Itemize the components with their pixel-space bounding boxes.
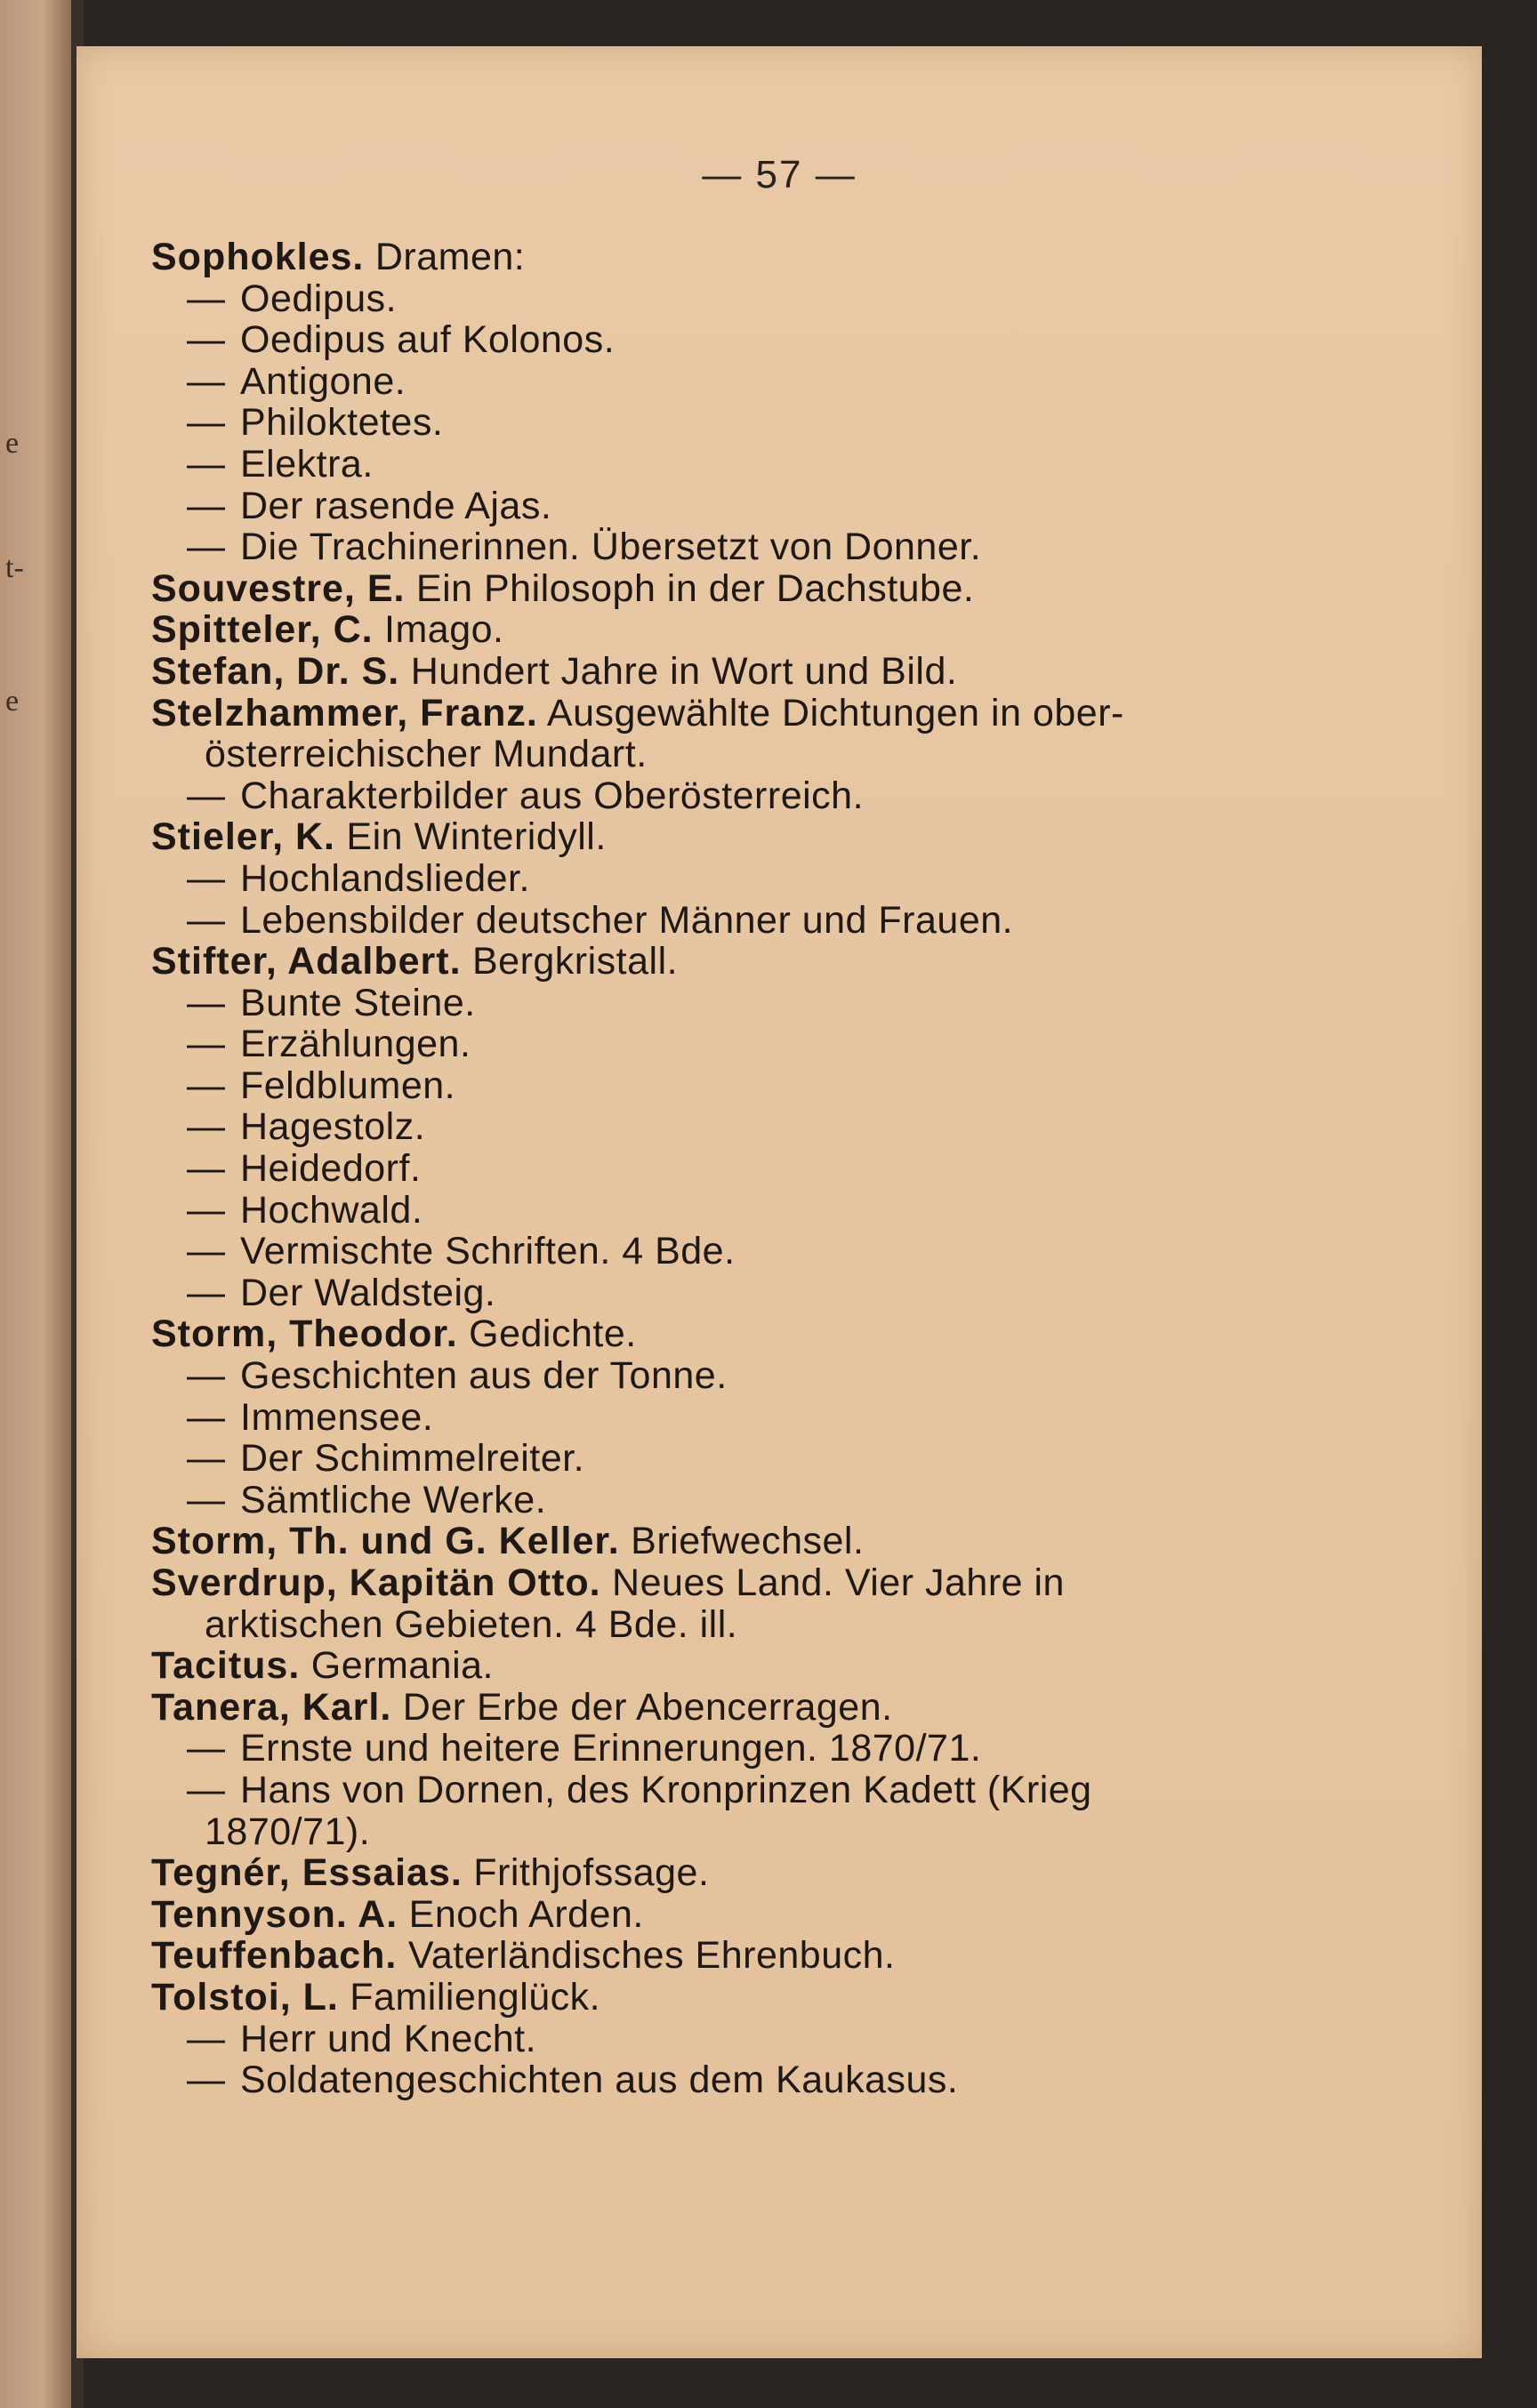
catalog-line: [151, 1397, 1396, 1439]
book-page: [76, 46, 1482, 2358]
ditto-dash: —: [187, 2059, 226, 2102]
catalog-line: [151, 1023, 1396, 1065]
work-title: Ausgewählte Dichtungen in ober-: [537, 691, 1124, 734]
work-title: Elektra.: [240, 442, 374, 486]
ditto-dash: —: [187, 442, 226, 486]
ditto-dash: —: [187, 1768, 226, 1811]
catalog-line: [151, 1106, 1396, 1148]
ditto-dash: —: [187, 2017, 226, 2060]
ditto-dash: —: [187, 981, 226, 1024]
catalog-list: [151, 237, 1396, 2101]
catalog-line: [151, 1438, 1396, 1480]
author-name: Stefan, Dr. S.: [151, 649, 400, 693]
work-title: Soldatengeschichten aus dem Kaukasus.: [240, 2059, 959, 2102]
catalog-line: [151, 1894, 1396, 1936]
ditto-dash: —: [187, 484, 226, 527]
work-title: Imago.: [373, 608, 504, 652]
catalog-line: [151, 1977, 1396, 2019]
work-title: Briefwechsel.: [619, 1520, 865, 1563]
catalog-line: [151, 319, 1396, 361]
work-title: Oedipus.: [240, 277, 398, 320]
catalog-line: [151, 900, 1396, 942]
work-title: Hochwald.: [240, 1188, 423, 1232]
catalog-line: [151, 775, 1396, 817]
author-name: Tolstoi, L.: [151, 1975, 339, 2019]
margin-fragment: t-: [5, 551, 24, 584]
work-title: Bunte Steine.: [240, 981, 476, 1024]
continuation-text: 1870/71).: [205, 1810, 371, 1853]
work-title: Familienglück.: [338, 1975, 601, 2019]
catalog-line: [151, 651, 1396, 693]
ditto-dash: —: [187, 1147, 226, 1191]
work-title: Feldblumen.: [240, 1064, 456, 1107]
author-name: Souvestre, E.: [151, 566, 406, 610]
work-title: Der Erbe der Abencerragen.: [391, 1685, 893, 1729]
ditto-dash: —: [187, 1478, 226, 1521]
author-name: Tanera, Karl.: [151, 1685, 392, 1729]
author-name: Tacitus.: [151, 1644, 301, 1688]
work-title: Ernste und heitere Erinnerungen. 1870/71.: [240, 1727, 982, 1770]
catalog-line: [151, 1190, 1396, 1232]
ditto-dash: —: [187, 1437, 226, 1481]
ditto-dash: —: [187, 856, 226, 900]
ditto-dash: —: [187, 898, 226, 942]
author-name: Sophokles.: [151, 236, 365, 278]
ditto-dash: —: [187, 774, 226, 817]
work-title: Hagestolz.: [240, 1105, 426, 1149]
ditto-dash: —: [187, 401, 226, 445]
work-title: Gedichte.: [457, 1312, 637, 1356]
work-title: Hundert Jahre in Wort und Bild.: [399, 649, 958, 693]
catalog-line: [151, 1645, 1396, 1687]
margin-fragment: e: [5, 685, 20, 718]
catalog-line: [151, 816, 1396, 858]
catalog-line: [151, 1480, 1396, 1521]
catalog-line: [151, 1728, 1396, 1770]
previous-page-edge: [0, 0, 71, 2408]
work-title: Sämtliche Werke.: [240, 1478, 547, 1521]
author-name: Stieler, K.: [151, 815, 335, 859]
work-title: Herr und Knecht.: [240, 2017, 537, 2060]
catalog-line: [151, 2019, 1396, 2060]
catalog-line: [151, 1687, 1396, 1729]
catalog-line: [151, 858, 1396, 900]
catalog-line: [151, 1272, 1396, 1314]
author-name: Sverdrup, Kapitän Otto.: [151, 1561, 601, 1604]
catalog-line: [151, 609, 1396, 651]
catalog-line: [151, 1604, 1396, 1646]
work-title: Der Waldsteig.: [240, 1271, 496, 1314]
author-name: Storm, Th. und G. Keller.: [151, 1520, 620, 1563]
catalog-line: [151, 1355, 1396, 1397]
work-title: Bergkristall.: [461, 940, 679, 983]
work-title: Immensee.: [240, 1395, 434, 1439]
ditto-dash: —: [187, 1727, 226, 1770]
work-title: Vermischte Schriften. 4 Bde.: [240, 1230, 736, 1273]
work-title: Antigone.: [240, 359, 406, 403]
author-name: Teuffenbach.: [151, 1934, 398, 1978]
catalog-line: [151, 1811, 1396, 1853]
page-number: — 57 —: [702, 153, 857, 197]
work-title: Philoktetes.: [240, 401, 444, 445]
work-title: Dramen:: [364, 236, 526, 278]
catalog-line: [151, 1231, 1396, 1272]
catalog-line: [151, 1313, 1396, 1355]
catalog-line: [151, 278, 1396, 320]
work-title: Oedipus auf Kolonos.: [240, 318, 616, 362]
ditto-dash: —: [187, 1023, 226, 1066]
author-name: Tegnér, Essaias.: [151, 1851, 463, 1895]
work-title: Enoch Arden.: [398, 1892, 644, 1936]
ditto-dash: —: [187, 526, 226, 569]
ditto-dash: —: [187, 1395, 226, 1439]
catalog-line: [151, 1770, 1396, 1811]
work-title: Ein Winteridyll.: [334, 815, 607, 859]
catalog-line: [151, 1065, 1396, 1107]
author-name: Spitteler, C.: [151, 608, 374, 652]
author-name: Stifter, Adalbert.: [151, 940, 462, 983]
catalog-line: [151, 444, 1396, 486]
catalog-line: [151, 2059, 1396, 2101]
catalog-line: [151, 734, 1396, 775]
work-title: Der rasende Ajas.: [240, 484, 552, 527]
catalog-line: [151, 1521, 1396, 1562]
catalog-line: [151, 237, 1396, 278]
ditto-dash: —: [187, 277, 226, 320]
work-title: Charakterbilder aus Oberösterreich.: [240, 774, 865, 817]
catalog-line: [151, 486, 1396, 527]
ditto-dash: —: [187, 318, 226, 362]
catalog-line: [151, 1935, 1396, 1977]
work-title: Neues Land. Vier Jahre in: [600, 1561, 1065, 1604]
continuation-text: österreichischer Mundart.: [205, 733, 648, 776]
ditto-dash: —: [187, 1105, 226, 1149]
work-title: Erzählungen.: [240, 1023, 471, 1066]
work-title: Ein Philosoph in der Dachstube.: [405, 566, 975, 610]
catalog-line: [151, 402, 1396, 444]
continuation-text: arktischen Gebieten. 4 Bde. ill.: [205, 1602, 738, 1646]
ditto-dash: —: [187, 1230, 226, 1273]
catalog-line: [151, 1148, 1396, 1190]
margin-fragment: e: [5, 427, 20, 460]
ditto-dash: —: [187, 1064, 226, 1107]
work-title: Lebensbilder deutscher Männer und Frauen.: [240, 898, 1014, 942]
catalog-line: [151, 568, 1396, 610]
catalog-line: [151, 1562, 1396, 1604]
author-name: Stelzhammer, Franz.: [151, 691, 538, 734]
work-title: Frithjofssage.: [462, 1851, 710, 1895]
work-title: Der Schimmelreiter.: [240, 1437, 585, 1481]
work-title: Die Trachinerinnen. Übersetzt von Donner.: [240, 526, 982, 569]
work-title: Vaterländisches Ehrenbuch.: [397, 1934, 896, 1978]
catalog-line: [151, 983, 1396, 1024]
catalog-line: [151, 1852, 1396, 1894]
author-name: Storm, Theodor.: [151, 1312, 458, 1356]
catalog-line: [151, 361, 1396, 403]
work-title: Hochlandslieder.: [240, 856, 530, 900]
catalog-line: [151, 693, 1396, 734]
ditto-dash: —: [187, 1354, 226, 1398]
work-title: Germania.: [300, 1644, 495, 1688]
work-title: Hans von Dornen, des Kronprinzen Kadett (Krieg: [240, 1768, 1092, 1811]
work-title: Geschichten aus der Tonne.: [240, 1354, 728, 1398]
author-name: Tennyson. A.: [151, 1892, 398, 1936]
ditto-dash: —: [187, 359, 226, 403]
work-title: Heidedorf.: [240, 1147, 422, 1191]
catalog-line: [151, 526, 1396, 568]
ditto-dash: —: [187, 1271, 226, 1314]
ditto-dash: —: [187, 1188, 226, 1232]
catalog-line: [151, 941, 1396, 983]
